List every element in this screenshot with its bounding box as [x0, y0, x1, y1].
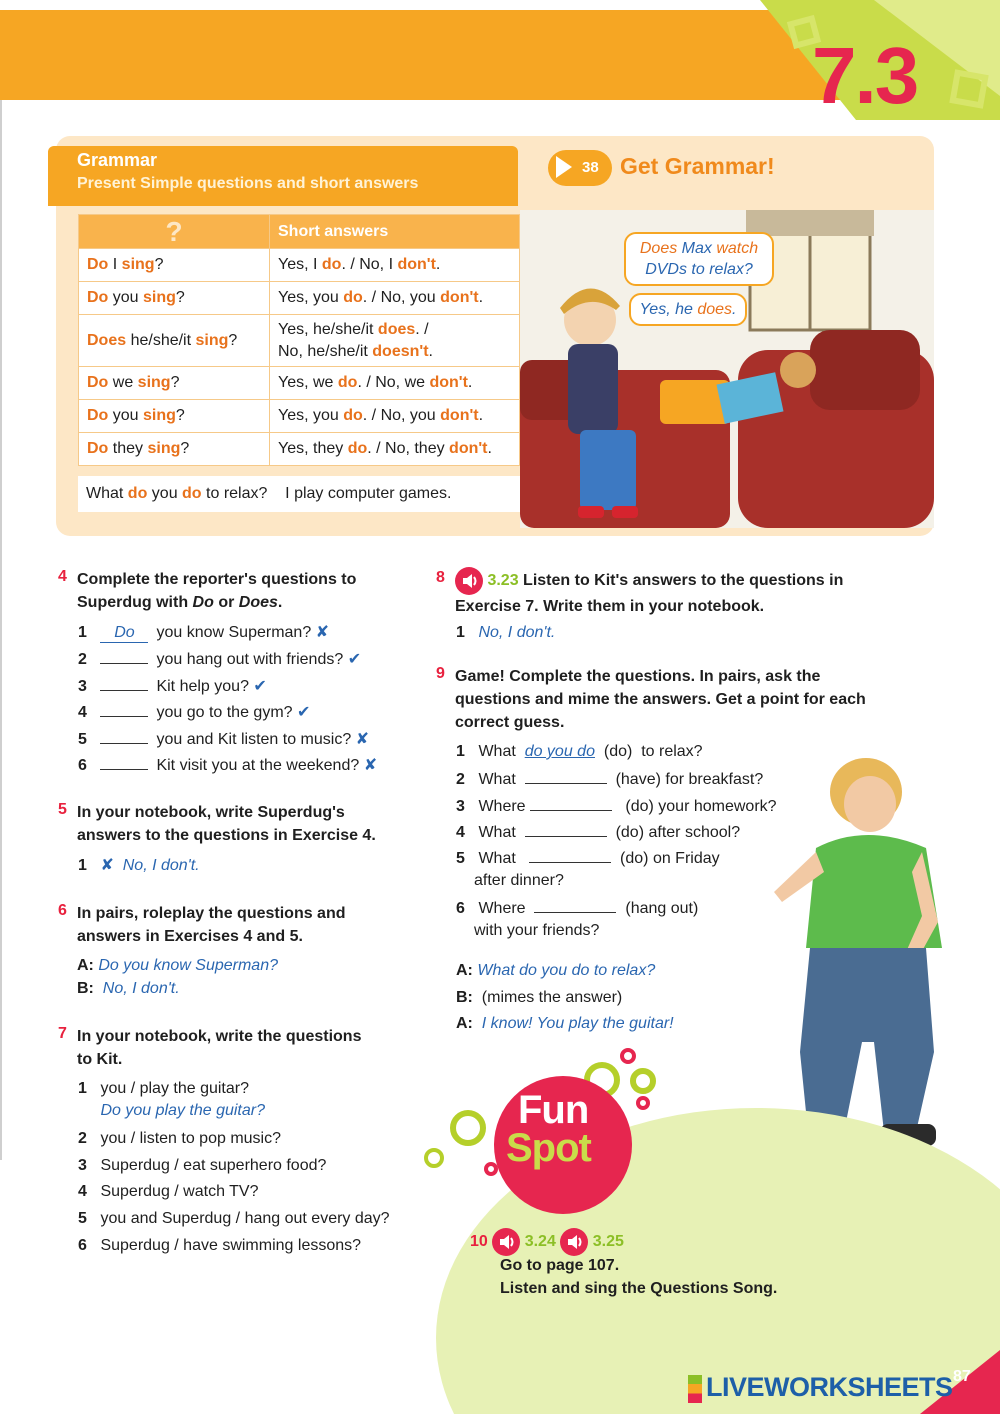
exercise-9-item: 1 What do you do (do) to relax?	[456, 743, 703, 760]
circle-decoration	[636, 1096, 650, 1110]
answer-blank[interactable]	[100, 754, 148, 770]
answer-blank[interactable]	[534, 897, 616, 913]
liveworksheets-logo[interactable]: LIVEWORKSHEETS	[688, 1372, 1000, 1408]
exercise-9-item: 5 What (do) on Friday after dinner?	[456, 847, 720, 892]
exercise-7-item: 5 you and Superdug / hang out every day?	[78, 1210, 390, 1227]
exercise-9-item: 2 What (have) for breakfast?	[456, 768, 763, 791]
exercise-8-example: 1 No, I don't.	[456, 624, 556, 641]
cross-icon: ✘	[355, 731, 370, 748]
exercise-4-item: 5 you and Kit listen to music? ✘	[78, 728, 369, 751]
dialogue-line: B: (mimes the answer)	[456, 989, 623, 1006]
grammar-title: Grammar	[77, 150, 158, 170]
unit-number: 7.3	[812, 31, 918, 120]
grammar-subtitle: Present Simple questions and short answers	[77, 175, 419, 192]
exercise-4-instruction: Complete the reporter's questions to Superdug with Do or Does.	[77, 571, 357, 611]
page-margin-rule	[0, 100, 2, 1160]
table-row: Do we sing? Yes, we do. / No, we don't.	[79, 367, 520, 400]
cross-icon: ✘	[315, 624, 330, 641]
check-icon: ✔	[347, 651, 362, 668]
audio-icon[interactable]	[492, 1228, 520, 1256]
answer-blank[interactable]: do you do	[524, 743, 595, 760]
boy-dancing-illustration	[766, 752, 966, 1156]
exercise-8-instruction: 3.23 Listen to Kit's answers to the questions in Exercise 7. Write them in your notebook.	[455, 567, 915, 618]
dialogue-line: A: I know! You play the guitar!	[456, 1015, 674, 1032]
get-grammar-label: Get Grammar!	[620, 153, 775, 179]
square-decoration	[949, 69, 988, 108]
exercise-9-item: 4 What (do) after school?	[456, 821, 740, 844]
answer-blank[interactable]	[100, 648, 148, 664]
table-row: Does he/she/it sing? Yes, he/she/it does. / No, he/she/it doesn't.	[79, 315, 520, 367]
grammar-table	[78, 214, 520, 466]
answer-blank[interactable]	[530, 795, 612, 811]
dialogue-line: A: Do you know Superman?	[77, 957, 278, 974]
speech-bubble-question: Does Max watch DVDs to relax?	[624, 232, 774, 286]
cross-icon: ✘	[363, 757, 378, 774]
answer-blank[interactable]: Do	[100, 624, 148, 643]
exercise-10-instruction: Go to page 107. Listen and sing the Questions Song.	[500, 1257, 778, 1297]
answer-blank[interactable]	[529, 847, 611, 863]
answer-blank[interactable]	[525, 821, 607, 837]
grammar-example: What do you do to relax? I play computer games.	[78, 476, 520, 512]
circle-decoration	[630, 1068, 656, 1094]
exercise-10: 10 3.24 3.25	[470, 1228, 830, 1256]
exercise-7-item: 4 Superdug / watch TV?	[78, 1183, 259, 1200]
short-answers-header: Short answers	[270, 215, 520, 249]
page-number: 87	[953, 1368, 971, 1385]
exercise-number: 9	[436, 665, 445, 682]
check-icon: ✔	[253, 678, 267, 695]
table-row: Do they sing? Yes, they do. / No, they don't.	[79, 433, 520, 466]
audio-icon[interactable]	[560, 1228, 588, 1256]
exercise-5-instruction: In your notebook, write Superdug's answers to the questions in Exercise 4.	[77, 804, 376, 844]
fun-label: Fun	[518, 1088, 589, 1132]
question-column-header: ?	[79, 215, 270, 249]
answer-blank[interactable]	[525, 768, 607, 784]
speech-bubble-answer: Yes, he does.	[629, 293, 747, 326]
answer-blank[interactable]	[100, 675, 148, 691]
circle-decoration	[450, 1110, 486, 1146]
answer-blank[interactable]	[100, 701, 148, 717]
exercise-number: 8	[436, 569, 445, 586]
exercise-number: 10	[470, 1233, 488, 1251]
exercise-7-item: 2 you / listen to pop music?	[78, 1130, 281, 1147]
exercise-4-item: 4 you go to the gym? ✔	[78, 701, 310, 724]
play-icon[interactable]	[556, 156, 572, 178]
exercise-9-item: 3 Where (do) your homework?	[456, 795, 777, 818]
exercise-9-item: 6 Where (hang out) with your friends?	[456, 897, 698, 942]
exercise-7-item: 1 you / play the guitar? Do you play the guitar?	[78, 1080, 265, 1119]
table-row: Do I sing? Yes, I do. / No, I don't.	[79, 249, 520, 282]
exercise-number: 4	[58, 568, 67, 585]
exercise-5-example: 1 ✘ No, I don't.	[78, 857, 200, 874]
logo-icon	[688, 1375, 702, 1403]
exercise-number: 5	[58, 801, 67, 818]
exercise-4-item: 6 Kit visit you at the weekend? ✘	[78, 754, 377, 777]
answer-blank[interactable]	[100, 728, 148, 744]
circle-decoration	[424, 1148, 444, 1168]
circle-decoration	[620, 1048, 636, 1064]
exercise-7-item: 6 Superdug / have swimming lessons?	[78, 1237, 362, 1254]
exercise-number: 6	[58, 902, 67, 919]
dialogue-line: B: No, I don't.	[77, 980, 180, 997]
video-number: 38	[582, 159, 599, 176]
exercise-4-item: 1 Do you know Superman? ✘	[78, 624, 330, 641]
exercise-7-item: 3 Superdug / eat superhero food?	[78, 1157, 327, 1174]
exercise-6-instruction: In pairs, roleplay the questions and answers in Exercises 4 and 5.	[77, 905, 346, 945]
cross-icon: ✘	[100, 857, 114, 874]
exercise-number: 7	[58, 1025, 67, 1042]
exercise-9-instruction: Game! Complete the questions. In pairs, ask the questions and mime the answers. Get a point for each correct guess.	[455, 668, 866, 731]
table-row: Do you sing? Yes, you do. / No, you don't.	[79, 282, 520, 315]
dialogue-line: A: What do you do to relax?	[456, 962, 656, 979]
audio-icon[interactable]	[455, 567, 483, 595]
exercise-4-item: 3 Kit help you? ✔	[78, 675, 267, 698]
exercise-7-instruction: In your notebook, write the questions to Kit.	[77, 1028, 362, 1068]
check-icon: ✔	[297, 704, 311, 721]
table-row: Do you sing? Yes, you do. / No, you don't.	[79, 400, 520, 433]
exercise-4-item: 2 you hang out with friends? ✔	[78, 648, 361, 671]
spot-label: Spot	[506, 1126, 591, 1170]
